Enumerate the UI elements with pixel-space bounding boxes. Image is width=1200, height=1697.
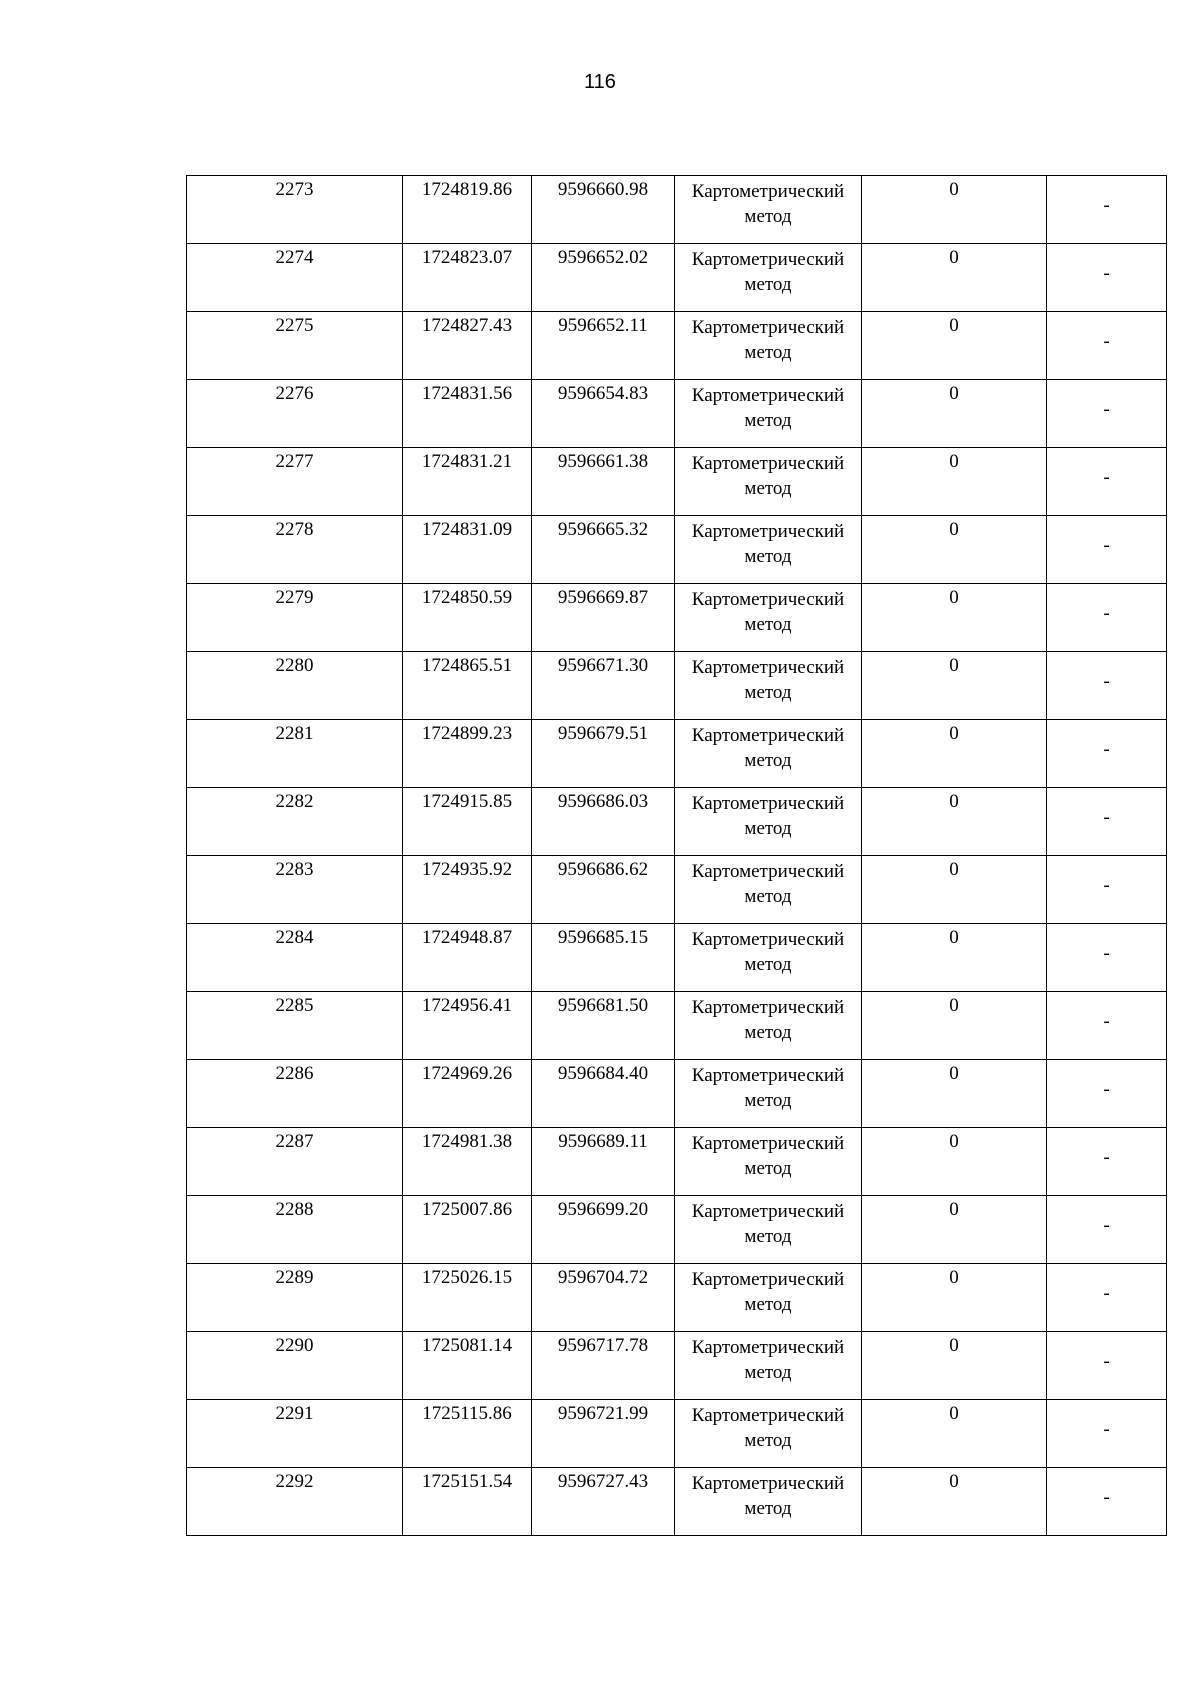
x-coordinate-cell: 1724865.51 [403,652,532,720]
note-cell: - [1047,1332,1167,1400]
y-coordinate-cell: 9596661.38 [532,448,675,516]
method-line-1: Картометрический [691,1337,845,1358]
x-coordinate-cell: 1724831.56 [403,380,532,448]
point-number-cell: 2290 [187,1332,403,1400]
method-line-2: метод [744,274,792,295]
table-row [187,1060,1167,1128]
table-row [187,312,1167,380]
method-line-1: Картометрический [691,861,845,882]
y-coordinate-cell: 9596689.11 [532,1128,675,1196]
method-line-2: метод [744,954,792,975]
error-cell: 0 [862,652,1047,720]
note-cell: - [1047,720,1167,788]
method-cell [675,992,862,1060]
point-number-cell: 2281 [187,720,403,788]
method-cell [675,1060,862,1128]
error-cell: 0 [862,788,1047,856]
note-cell: - [1047,788,1167,856]
note-cell: - [1047,1468,1167,1536]
x-coordinate-cell: 1724823.07 [403,244,532,312]
point-number-cell: 2287 [187,1128,403,1196]
point-number-cell: 2291 [187,1400,403,1468]
point-number-cell: 2274 [187,244,403,312]
table-row [187,788,1167,856]
x-coordinate-cell: 1725151.54 [403,1468,532,1536]
y-coordinate-cell: 9596671.30 [532,652,675,720]
x-coordinate-cell: 1724915.85 [403,788,532,856]
error-cell: 0 [862,380,1047,448]
x-coordinate-cell: 1724956.41 [403,992,532,1060]
x-coordinate-cell: 1725007.86 [403,1196,532,1264]
method-line-2: метод [744,682,792,703]
note-cell: - [1047,1264,1167,1332]
error-cell: 0 [862,448,1047,516]
method-line-2: метод [744,342,792,363]
method-line-1: Картометрический [691,657,845,678]
page-number: 116 [584,71,616,93]
note-cell: - [1047,176,1167,244]
x-coordinate-cell: 1724899.23 [403,720,532,788]
y-coordinate-cell: 9596727.43 [532,1468,675,1536]
method-line-2: метод [744,1498,792,1519]
method-line-2: метод [744,1226,792,1247]
table-row [187,176,1167,244]
method-line-1: Картометрический [691,1201,845,1222]
error-cell: 0 [862,1264,1047,1332]
method-cell [675,448,862,516]
y-coordinate-cell: 9596669.87 [532,584,675,652]
y-coordinate-cell: 9596652.02 [532,244,675,312]
method-line-1: Картометрический [691,181,845,202]
y-coordinate-cell: 9596704.72 [532,1264,675,1332]
error-cell: 0 [862,856,1047,924]
method-line-2: метод [744,1158,792,1179]
method-line-1: Картометрический [691,725,845,746]
point-number-cell: 2278 [187,516,403,584]
error-cell: 0 [862,516,1047,584]
x-coordinate-cell: 1724827.43 [403,312,532,380]
point-number-cell: 2279 [187,584,403,652]
method-cell [675,176,862,244]
x-coordinate-cell: 1725115.86 [403,1400,532,1468]
method-line-1: Картометрический [691,1269,845,1290]
method-line-2: метод [744,410,792,431]
note-cell: - [1047,448,1167,516]
table-row [187,652,1167,720]
note-cell: - [1047,1196,1167,1264]
note-cell: - [1047,1060,1167,1128]
point-number-cell: 2288 [187,1196,403,1264]
method-line-2: метод [744,886,792,907]
table-row [187,856,1167,924]
method-cell [675,1264,862,1332]
note-cell: - [1047,1400,1167,1468]
method-line-1: Картометрический [691,317,845,338]
table-row [187,992,1167,1060]
method-line-2: метод [744,206,792,227]
method-cell [675,312,862,380]
table-row [187,720,1167,788]
note-cell: - [1047,312,1167,380]
table-row [187,448,1167,516]
x-coordinate-cell: 1724831.21 [403,448,532,516]
error-cell: 0 [862,584,1047,652]
method-cell [675,244,862,312]
table-row [187,1196,1167,1264]
method-line-1: Картометрический [691,453,845,474]
x-coordinate-cell: 1724831.09 [403,516,532,584]
method-line-1: Картометрический [691,1133,845,1154]
x-coordinate-cell: 1724948.87 [403,924,532,992]
method-line-2: метод [744,1430,792,1451]
x-coordinate-cell: 1725081.14 [403,1332,532,1400]
method-line-1: Картометрический [691,385,845,406]
point-number-cell: 2273 [187,176,403,244]
y-coordinate-cell: 9596654.83 [532,380,675,448]
table-row [187,1128,1167,1196]
note-cell: - [1047,244,1167,312]
note-cell: - [1047,1128,1167,1196]
method-line-1: Картометрический [691,1405,845,1426]
method-line-1: Картометрический [691,997,845,1018]
table-row [187,1468,1167,1536]
method-line-2: метод [744,1022,792,1043]
error-cell: 0 [862,1400,1047,1468]
x-coordinate-cell: 1724981.38 [403,1128,532,1196]
method-line-1: Картометрический [691,929,845,950]
table-row [187,1400,1167,1468]
point-number-cell: 2276 [187,380,403,448]
method-cell [675,720,862,788]
note-cell: - [1047,992,1167,1060]
note-cell: - [1047,584,1167,652]
table-row [187,516,1167,584]
point-number-cell: 2286 [187,1060,403,1128]
method-cell [675,1400,862,1468]
note-cell: - [1047,516,1167,584]
error-cell: 0 [862,1128,1047,1196]
y-coordinate-cell: 9596679.51 [532,720,675,788]
point-number-cell: 2282 [187,788,403,856]
y-coordinate-cell: 9596721.99 [532,1400,675,1468]
y-coordinate-cell: 9596684.40 [532,1060,675,1128]
coordinates-table-body [187,176,1167,1536]
method-line-2: метод [744,546,792,567]
table-row [187,380,1167,448]
table-row [187,584,1167,652]
method-line-1: Картометрический [691,1473,845,1494]
point-number-cell: 2283 [187,856,403,924]
method-cell [675,584,862,652]
method-cell [675,516,862,584]
error-cell: 0 [862,244,1047,312]
x-coordinate-cell: 1724819.86 [403,176,532,244]
point-number-cell: 2292 [187,1468,403,1536]
method-line-2: метод [744,750,792,771]
y-coordinate-cell: 9596686.62 [532,856,675,924]
point-number-cell: 2289 [187,1264,403,1332]
method-line-2: метод [744,614,792,635]
table-row [187,1332,1167,1400]
y-coordinate-cell: 9596717.78 [532,1332,675,1400]
method-cell [675,788,862,856]
error-cell: 0 [862,924,1047,992]
table-row [187,924,1167,992]
method-cell [675,652,862,720]
x-coordinate-cell: 1724935.92 [403,856,532,924]
note-cell: - [1047,856,1167,924]
y-coordinate-cell: 9596685.15 [532,924,675,992]
method-cell [675,380,862,448]
note-cell: - [1047,380,1167,448]
point-number-cell: 2280 [187,652,403,720]
point-number-cell: 2284 [187,924,403,992]
method-line-2: метод [744,818,792,839]
y-coordinate-cell: 9596652.11 [532,312,675,380]
y-coordinate-cell: 9596686.03 [532,788,675,856]
y-coordinate-cell: 9596699.20 [532,1196,675,1264]
error-cell: 0 [862,1332,1047,1400]
method-line-1: Картометрический [691,793,845,814]
point-number-cell: 2275 [187,312,403,380]
y-coordinate-cell: 9596665.32 [532,516,675,584]
method-line-1: Картометрический [691,589,845,610]
method-line-2: метод [744,478,792,499]
error-cell: 0 [862,992,1047,1060]
table-row [187,244,1167,312]
x-coordinate-cell: 1725026.15 [403,1264,532,1332]
method-cell [675,1468,862,1536]
method-line-2: метод [744,1090,792,1111]
error-cell: 0 [862,720,1047,788]
method-cell [675,1196,862,1264]
error-cell: 0 [862,1060,1047,1128]
x-coordinate-cell: 1724969.26 [403,1060,532,1128]
y-coordinate-cell: 9596660.98 [532,176,675,244]
coordinates-table [186,175,1167,1536]
x-coordinate-cell: 1724850.59 [403,584,532,652]
point-number-cell: 2277 [187,448,403,516]
note-cell: - [1047,652,1167,720]
method-line-2: метод [744,1294,792,1315]
error-cell: 0 [862,1196,1047,1264]
y-coordinate-cell: 9596681.50 [532,992,675,1060]
method-cell [675,924,862,992]
error-cell: 0 [862,312,1047,380]
method-line-2: метод [744,1362,792,1383]
method-cell [675,856,862,924]
table-row [187,1264,1167,1332]
error-cell: 0 [862,176,1047,244]
method-cell [675,1128,862,1196]
method-line-1: Картометрический [691,249,845,270]
method-line-1: Картометрический [691,521,845,542]
method-cell [675,1332,862,1400]
note-cell: - [1047,924,1167,992]
error-cell: 0 [862,1468,1047,1536]
method-line-1: Картометрический [691,1065,845,1086]
point-number-cell: 2285 [187,992,403,1060]
